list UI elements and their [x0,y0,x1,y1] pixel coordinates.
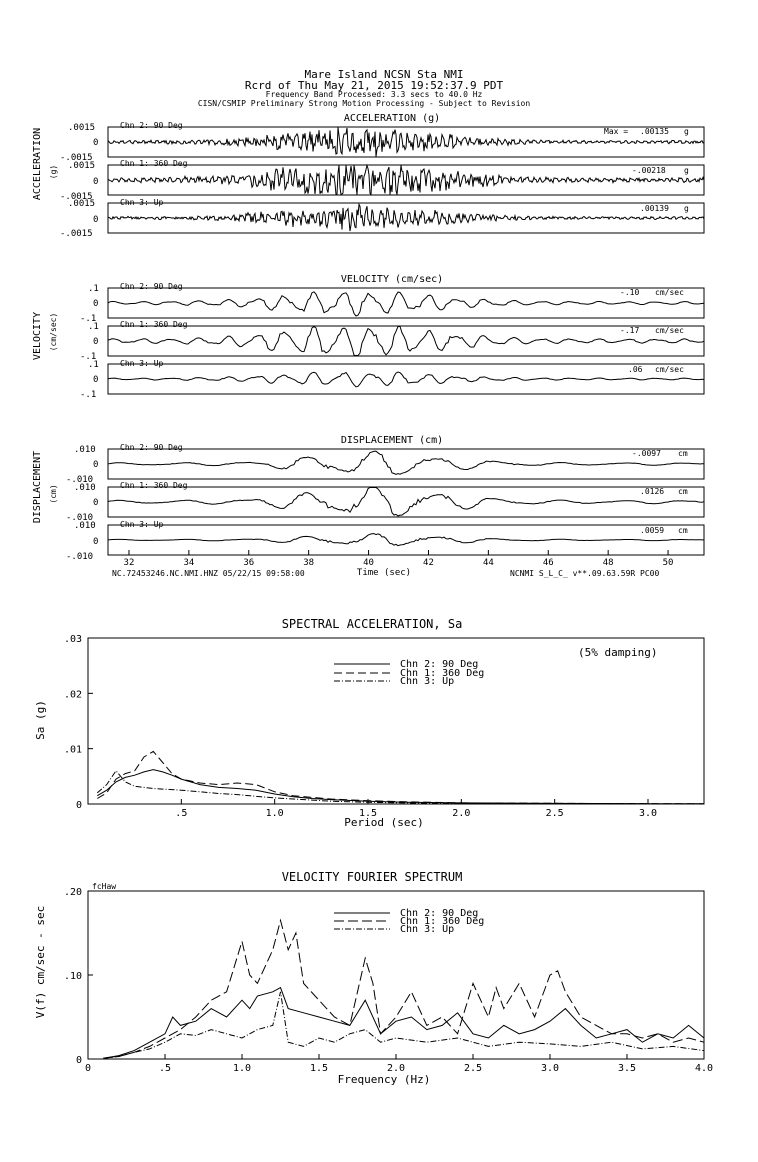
acceleration-chn2-strip [60,121,704,163]
displacement-chn1-tick-top: .010 [74,483,96,493]
acceleration-chn3-unit: g [684,204,689,213]
time-tick-label: 32 [123,558,135,568]
displacement-chn2-unit: cm [678,449,688,458]
sa-xtick-label: 2.5 [545,808,564,819]
acceleration-chn1-trace [108,166,704,195]
time-axis-footer-right: NCNMI S_L_C_ v**.09.63.59R PC00 [510,569,660,578]
acceleration-chn2-max-value: .00135 [640,127,669,136]
displacement-chn3-strip [66,520,704,562]
displacement-chn1-max-value: .0126 [640,487,665,496]
displacement-chn1-unit: cm [678,487,688,496]
displacement-chn2-strip [66,443,704,485]
sa-ytick-label: 0 [75,800,82,811]
velocity-chn1-max-value: -.17 [620,326,640,335]
velocity-chn2-tick-top: .1 [88,284,99,294]
displacement-chn2-max-value: -.0097 [632,449,661,458]
displacement-chn3-trace [108,534,704,546]
fs-ytick-label: .20 [63,887,82,898]
velocity-chn2-tick-zero: 0 [93,299,99,309]
velocity-chn1-unit: cm/sec [655,326,684,335]
sa-ytick-label: .01 [63,744,82,756]
acceleration-panel [32,113,704,239]
velocity-side-label: VELOCITY [32,311,43,361]
acceleration-chn3-strip [60,198,704,239]
time-tick-label: 34 [183,558,195,568]
sa-series-line [97,751,704,803]
velocity-chn3-unit: cm/sec [655,365,684,374]
time-tick-label: 42 [423,558,434,568]
displacement-chn1-tick-bottom: -.010 [66,513,94,523]
time-tick-label: 38 [303,558,315,568]
sa-damping-note: (5% damping) [578,646,658,659]
time-tick-label: 50 [662,558,674,568]
time-axis-label: Time (sec) [356,568,412,578]
sa-xlabel: Period (sec) [344,816,424,829]
acceleration-chn1-tick-top: .0015 [68,161,96,171]
acceleration-chn1-unit: g [684,166,689,175]
displacement-side-label: DISPLACEMENT [32,450,43,524]
fs-ylabel: V(f) cm/sec - sec [34,905,47,1019]
fs-series-line [103,992,704,1058]
time-axis [124,550,674,568]
fs-xtick-label: 3.0 [540,1063,560,1074]
time-tick-label: 46 [542,558,554,568]
fs-legend-chn3: Chn 3: Up [400,924,455,935]
fs-series [103,920,704,1058]
displacement-chn3-unit: cm [678,526,688,535]
acceleration-side-label: ACCELERATION [32,127,43,201]
spectral-acceleration-chart [34,617,704,829]
velocity-chn1-tick-top: .1 [88,322,99,332]
velocity-title: VELOCITY (cm/sec) [340,274,444,285]
sa-ytick-label: .02 [63,689,82,701]
displacement-chn3-tick-bottom: -.010 [66,552,94,562]
sa-ytick-label: .03 [63,634,82,645]
time-tick-label: 48 [602,558,614,568]
sa-series-line [97,770,704,804]
acceleration-chn3-max-value: .00139 [640,204,669,213]
fs-legend-chn2: Chn 2: 90 Deg [400,908,479,919]
fs-xtick-label: 1.5 [309,1063,329,1074]
acceleration-chn2-label: Chn 2: 90 Deg [120,121,183,130]
velocity-chn1-tick-bottom: -.1 [80,352,97,362]
displacement-side-unit: (cm) [49,484,58,504]
sa-legend-chn3: Chn 3: Up [400,676,455,687]
fs-corner-label: fcHaw [92,882,117,891]
fs-ytick-label: 0 [75,1055,82,1066]
fs-series-line [103,920,704,1058]
displacement-chn2-tick-zero: 0 [93,460,99,470]
report-header [198,68,531,108]
fs-legend [334,908,484,935]
displacement-title: DISPLACEMENT (cm) [340,435,444,446]
displacement-chn1-strip [66,481,704,523]
velocity-chn3-tick-top: .1 [88,360,99,370]
fourier-spectrum-chart [34,870,713,1086]
acceleration-chn1-max-value: -.00218 [632,166,666,175]
sa-xtick-label: 2.0 [452,808,471,819]
sa-xtick-label: 1.0 [265,808,284,819]
velocity-chn3-max-value: .06 [628,365,643,374]
velocity-chn3-trace [108,372,704,387]
fs-xtick-label: 2.0 [386,1063,406,1074]
fs-title: VELOCITY FOURIER SPECTRUM [281,870,463,884]
fs-xtick-label: 2.5 [463,1063,483,1074]
acceleration-chn2-tick-zero: 0 [93,138,99,148]
fs-xtick-label: 1.0 [232,1063,252,1074]
fs-series-line [103,988,704,1059]
acceleration-title: ACCELERATION (g) [343,113,441,124]
fs-xtick-label: .5 [158,1063,172,1074]
displacement-chn3-max-value: .0059 [640,526,665,535]
velocity-chn2-trace [108,292,704,316]
velocity-chn3-tick-bottom: -.1 [80,390,97,400]
sa-series-line [97,771,704,804]
header-station: Mare Island NCSN Sta NMI [304,68,464,81]
sa-axes [64,634,657,819]
displacement-chn2-trace [108,451,704,474]
acceleration-chn1-label: Chn 1: 360 Deg [120,159,188,168]
sa-ylabel: Sa (g) [34,700,47,740]
acceleration-chn2-unit: g [684,127,689,136]
time-tick-label: 40 [363,558,374,568]
fs-xtick-label: 0 [84,1063,92,1074]
header-frequency-band: Frequency Band Processed: 3.3 secs to 40.0 Hz [265,90,483,99]
velocity-chn2-unit: cm/sec [655,288,684,297]
velocity-chn1-tick-zero: 0 [93,337,99,347]
sa-title: SPECTRAL ACCELERATION, Sa [281,617,463,631]
time-tick-label: 36 [243,558,255,568]
acceleration-chn1-tick-zero: 0 [93,177,99,187]
sa-xtick-label: 3.0 [638,808,658,819]
header-record-time: Rcrd of Thu May 21, 2015 19:52:37.9 PDT [244,79,504,92]
fs-legend-chn1: Chn 1: 360 Deg [400,916,485,927]
sa-legend-chn1: Chn 1: 360 Deg [400,668,485,679]
fs-xtick-label: 4.0 [694,1063,714,1074]
acceleration-chn3-tick-zero: 0 [93,215,99,225]
header-processing-note: CISN/CSMIP Preliminary Strong Motion Processing - Subject to Revision [197,99,531,108]
fs-xtick-label: 3.5 [617,1063,637,1074]
time-tick-label: 44 [482,558,494,568]
velocity-chn2-label: Chn 2: 90 Deg [120,282,183,291]
velocity-chn1-label: Chn 1: 360 Deg [120,320,188,329]
time-axis-footer-left: NC.72453246.NC.NMI.HNZ 05/22/15 09:58:00 [112,569,305,578]
displacement-panel [32,435,704,578]
fs-axes [64,887,713,1074]
sa-xtick-label: .5 [175,808,188,819]
velocity-chn1-trace [108,327,704,356]
displacement-chn2-label: Chn 2: 90 Deg [120,443,183,452]
acceleration-side-unit: (g) [49,164,58,180]
velocity-chn3-tick-zero: 0 [93,375,99,385]
sa-series [97,751,704,804]
sa-xtick-label: 1.5 [358,808,378,819]
velocity-chn1-strip [80,320,704,362]
acceleration-chn3-tick-bottom: -.0015 [60,229,93,239]
acceleration-chn2-tick-bottom: -.0015 [60,153,93,163]
displacement-chn3-tick-top: .010 [74,521,96,531]
acceleration-chn3-label: Chn 3: Up [120,198,164,207]
velocity-panel [32,274,704,400]
velocity-chn3-strip [80,359,704,400]
velocity-chn3-label: Chn 3: Up [120,359,164,368]
acceleration-chn2-tick-top: .0015 [68,123,96,133]
acceleration-chn3-tick-top: .0015 [68,199,96,209]
acceleration-chn3-trace [108,204,704,231]
velocity-chn2-tick-bottom: -.1 [80,314,97,324]
displacement-chn3-label: Chn 3: Up [120,520,164,529]
displacement-chn1-label: Chn 1: 360 Deg [120,481,188,490]
displacement-chn2-tick-bottom: -.010 [66,475,94,485]
velocity-chn2-max-value: -.10 [620,288,640,297]
fs-xlabel: Frequency (Hz) [337,1073,431,1086]
velocity-side-unit: (cm/sec) [49,312,58,352]
acceleration-chn1-tick-bottom: -.0015 [60,192,93,202]
sa-legend-chn2: Chn 2: 90 Deg [400,659,479,670]
fs-ytick-label: .10 [63,971,82,982]
sa-legend [334,659,484,687]
velocity-chn2-strip [80,282,704,324]
acceleration-chn2-max-label: Max = [604,127,629,136]
displacement-chn1-trace [108,488,704,516]
displacement-chn3-tick-zero: 0 [93,537,99,547]
displacement-chn1-tick-zero: 0 [93,498,99,508]
displacement-chn2-tick-top: .010 [74,445,96,455]
acceleration-chn1-strip [60,159,704,202]
